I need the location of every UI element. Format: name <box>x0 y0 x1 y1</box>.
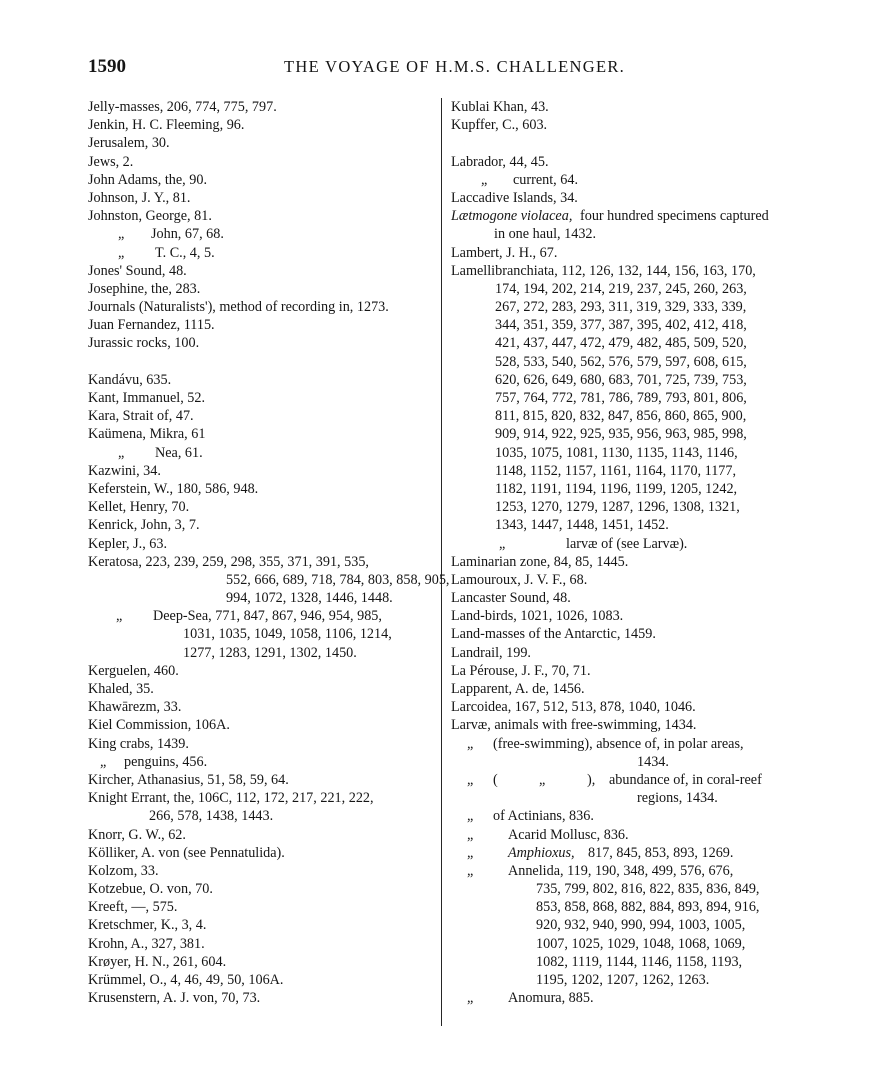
index-subentry <box>88 753 433 771</box>
index-entry: Khaled, 35. <box>88 681 154 697</box>
subentry-text: Anomura, 885. <box>508 990 594 1007</box>
index-entry: Landrail, 199. <box>451 644 531 661</box>
index-entry: Kara, Strait of, 47. <box>88 408 194 425</box>
index-entry: Juan Fernandez, 1115. <box>88 317 215 334</box>
index-entry: Jenkin, H. C. Fleeming, 96. <box>88 117 245 134</box>
continuation-text: 1277, 1283, 1291, 1302, 1450. <box>183 644 357 661</box>
index-entry: Knight Errant, the, 106C, 112, 172, 217, 221, 222, <box>88 790 374 807</box>
ditto-mark: „ <box>467 826 474 843</box>
index-entry: Lapparent, A. de, 1456. <box>451 681 585 697</box>
index-entry: Land-birds, 1021, 1026, 1083. <box>451 608 624 625</box>
index-entry: King crabs, 1439. <box>88 735 189 752</box>
index-subentry <box>451 844 796 862</box>
ditto-mark: „ <box>118 244 125 261</box>
ditto-mark: „ <box>467 735 474 752</box>
index-continuation: 552, 666, 689, 718, 784, 803, 858, 905, <box>226 571 450 588</box>
index-entry: Khawārezm, 33. <box>88 699 182 716</box>
index-continuation: 1035, 1075, 1081, 1130, 1135, 1143, 1146, <box>495 444 738 461</box>
index-continuation <box>451 753 796 771</box>
subentry-text: Acarid Mollusc, 836. <box>508 826 629 843</box>
ditto-mark: „ <box>118 444 125 461</box>
index-entry: Kerguelen, 460. <box>88 662 179 679</box>
index-entry: Kenrick, John, 3, 7. <box>88 517 200 534</box>
index-entry: Kandávu, 635. <box>88 371 172 388</box>
index-subentry <box>451 771 796 789</box>
index-continuation <box>88 807 433 825</box>
ditto-mark: „ <box>467 990 474 1007</box>
index-entry: Kotzebue, O. von, 70. <box>88 881 213 898</box>
continuation-text: 1434. <box>637 753 669 770</box>
index-continuation <box>451 916 796 934</box>
index-entry: Kretschmer, K., 3, 4. <box>88 917 207 934</box>
subentry-text: abundance of, in coral-reef <box>609 771 762 788</box>
paren-open: ( <box>493 771 498 788</box>
index-entry: Keferstein, W., 180, 586, 948. <box>88 480 259 497</box>
index-entry: Jelly-masses, 206, 774, 775, 797. <box>88 99 277 115</box>
continuation-text: 1082, 1119, 1144, 1146, 1158, 1193, <box>536 953 743 970</box>
subentry-text: (free-swimming), absence of, in polar areas, <box>493 735 744 752</box>
ditto-mark: „ <box>118 226 125 243</box>
continuation-text: 853, 858, 868, 882, 884, 893, 894, 916, <box>536 899 760 916</box>
index-continuation: 909, 914, 922, 925, 935, 956, 963, 985, 998, <box>495 426 747 443</box>
continuation-text: 1031, 1035, 1049, 1058, 1106, 1214, <box>183 626 392 643</box>
index-entry: Land-masses of the Antarctic, 1459. <box>451 626 656 643</box>
index-subentry <box>451 535 796 553</box>
index-entry: Kolzom, 33. <box>88 862 159 879</box>
index-entry: John Adams, the, 90. <box>88 171 208 188</box>
index-continuation: 344, 351, 359, 377, 387, 395, 402, 412, 418, <box>495 317 747 334</box>
subentry-text: John, 67, 68. <box>151 226 224 243</box>
index-continuation: 620, 626, 649, 680, 683, 701, 725, 739, 753, <box>495 371 747 388</box>
index-entry: Lamouroux, J. V. F., 68. <box>451 571 588 588</box>
index-entry: Krusenstern, A. J. von, 70, 73. <box>88 990 261 1007</box>
subentry-text: T. C., 4, 5. <box>155 244 215 261</box>
continuation-text: in one haul, 1432. <box>494 226 597 243</box>
subentry-text: Annelida, 119, 190, 348, 499, 576, 676, <box>508 862 734 879</box>
index-entry: Kellet, Henry, 70. <box>88 499 190 516</box>
index-entry: Kupffer, C., 603. <box>451 117 548 134</box>
index-continuation: 1148, 1152, 1157, 1161, 1164, 1170, 1177, <box>495 462 737 479</box>
subentry-text: larvæ of (see Larvæ). <box>566 535 688 552</box>
index-entry: Knorr, G. W., 62. <box>88 826 186 843</box>
page-header <box>88 56 808 80</box>
continuation-text: 1007, 1025, 1029, 1048, 1068, 1069, <box>536 935 746 952</box>
index-continuation: 757, 764, 772, 781, 786, 789, 793, 801, 806, <box>495 390 747 406</box>
entry-text: four hundred specimens captured <box>580 208 769 225</box>
index-continuation <box>451 953 796 971</box>
ditto-mark: „ <box>116 608 123 625</box>
index-entry: Laccadive Islands, 34. <box>451 189 578 206</box>
index-subentry <box>451 171 796 189</box>
ditto-mark: „ <box>467 808 474 825</box>
continuation-text: 920, 932, 940, 990, 994, 1003, 1005, <box>536 917 746 934</box>
continuation-text: 735, 799, 802, 816, 822, 835, 836, 849, <box>536 881 760 898</box>
index-entry: Keratosa, 223, 239, 259, 298, 355, 371, 391, 535, <box>88 553 369 570</box>
index-continuation: 1343, 1447, 1448, 1451, 1452. <box>495 517 669 534</box>
index-column-left <box>88 98 450 1007</box>
index-entry: Kiel Commission, 106A. <box>88 717 230 734</box>
index-continuation: 994, 1072, 1328, 1446, 1448. <box>226 590 393 607</box>
index-continuation <box>451 789 796 807</box>
index-entry: Jurassic rocks, 100. <box>88 335 200 352</box>
continuation-text: 1195, 1202, 1207, 1262, 1263. <box>536 972 710 988</box>
index-entry: Larvæ, animals with free-swimming, 1434. <box>451 717 697 734</box>
subentry-text: of Actinians, 836. <box>493 808 594 825</box>
index-continuation: 811, 815, 820, 832, 847, 856, 860, 865, 900, <box>495 408 747 425</box>
index-entry: Kircher, Athanasius, 51, 58, 59, 64. <box>88 771 289 788</box>
ditto-mark: „ <box>481 171 488 188</box>
index-entry: Jerusalem, 30. <box>88 135 170 152</box>
subentry-text: penguins, 456. <box>124 753 208 770</box>
index-subentry <box>451 989 796 1007</box>
index-entry: Johnson, J. Y., 81. <box>88 189 191 206</box>
index-entry: Laminarian zone, 84, 85, 1445. <box>451 553 629 570</box>
index-continuation <box>451 971 796 989</box>
index-continuation <box>451 880 796 898</box>
index-continuation <box>88 644 433 662</box>
column-divider <box>441 98 442 1026</box>
index-continuation <box>451 898 796 916</box>
index-continuation: 421, 437, 447, 472, 479, 482, 485, 509, 520, <box>495 335 747 352</box>
index-entry: Journals (Naturalists'), method of recording in, 1273. <box>88 299 389 316</box>
index-entry: Kaümena, Mikra, 61 <box>88 426 206 443</box>
index-entry: Lancaster Sound, 48. <box>451 590 571 607</box>
index-continuation: 1182, 1191, 1194, 1196, 1199, 1205, 1242, <box>495 480 738 497</box>
subentry-text: Nea, 61. <box>155 444 203 461</box>
genus-name: Amphioxus, <box>508 844 575 861</box>
index-entry: Krøyer, H. N., 261, 604. <box>88 953 227 970</box>
ditto-mark: „ <box>100 753 107 770</box>
index-entry: Kreeft, —, 575. <box>88 899 178 916</box>
continuation-text: regions, 1434. <box>637 790 718 807</box>
index-subentry <box>451 862 796 880</box>
index-entry: Kublai Khan, 43. <box>451 99 549 115</box>
index-entry: Krümmel, O., 4, 46, 49, 50, 106A. <box>88 972 284 988</box>
index-subentry <box>451 735 796 753</box>
index-entry: Jews, 2. <box>88 153 134 170</box>
ditto-mark: „ <box>467 771 474 788</box>
ditto-mark: „ <box>467 862 474 879</box>
index-entry: Jones' Sound, 48. <box>88 262 187 279</box>
subentry-text: Deep-Sea, 771, 847, 867, 946, 954, 985, <box>153 608 382 625</box>
index-entry: Kant, Immanuel, 52. <box>88 390 206 406</box>
page-number: 1590 <box>88 56 126 77</box>
index-entry: Kölliker, A. von (see Pennatulida). <box>88 844 285 861</box>
index-entry: Krohn, A., 327, 381. <box>88 935 205 952</box>
index-entry: Kazwini, 34. <box>88 462 161 479</box>
index-entry: Johnston, George, 81. <box>88 208 212 225</box>
ditto-mark: „ <box>499 535 506 552</box>
index-subentry <box>88 444 433 462</box>
index-continuation: 174, 194, 202, 214, 219, 237, 245, 260, 263, <box>495 280 747 297</box>
index-column-right <box>451 98 796 1007</box>
index-continuation <box>88 625 433 643</box>
index-continuation <box>451 935 796 953</box>
index-entry: Kepler, J., 63. <box>88 535 168 552</box>
index-entry: Lambert, J. H., 67. <box>451 244 558 261</box>
ditto-mark: „ <box>467 844 474 861</box>
index-subentry <box>88 225 433 243</box>
index-entry: Larcoidea, 167, 512, 513, 878, 1040, 1046. <box>451 699 696 716</box>
index-subentry <box>451 826 796 844</box>
species-name: Lætmogone violacea, <box>451 208 573 225</box>
index-continuation <box>451 225 796 243</box>
index-entry <box>451 207 796 225</box>
index-entry: La Pérouse, J. F., 70, 71. <box>451 662 591 679</box>
index-entry: Labrador, 44, 45. <box>451 153 549 170</box>
index-entry: Lamellibranchiata, 112, 126, 132, 144, 156, 163, 170, <box>451 262 756 279</box>
index-continuation: 267, 272, 283, 293, 311, 319, 329, 333, 339, <box>495 299 747 316</box>
index-continuation: 528, 533, 540, 562, 576, 579, 597, 608, 615, <box>495 353 747 370</box>
index-subentry <box>88 244 433 262</box>
index-subentry <box>88 607 433 625</box>
subentry-text: 817, 845, 853, 893, 1269. <box>588 844 734 861</box>
continuation-text: 266, 578, 1438, 1443. <box>149 808 274 825</box>
subentry-text: current, 64. <box>513 171 579 188</box>
running-title: THE VOYAGE OF H.M.S. CHALLENGER. <box>284 57 626 76</box>
index-continuation: 1253, 1270, 1279, 1287, 1296, 1308, 1321, <box>495 499 740 516</box>
ditto-mark: „ <box>539 771 546 788</box>
index-subentry <box>451 807 796 825</box>
paren-close: ), <box>587 771 596 788</box>
index-entry: Josephine, the, 283. <box>88 280 201 297</box>
